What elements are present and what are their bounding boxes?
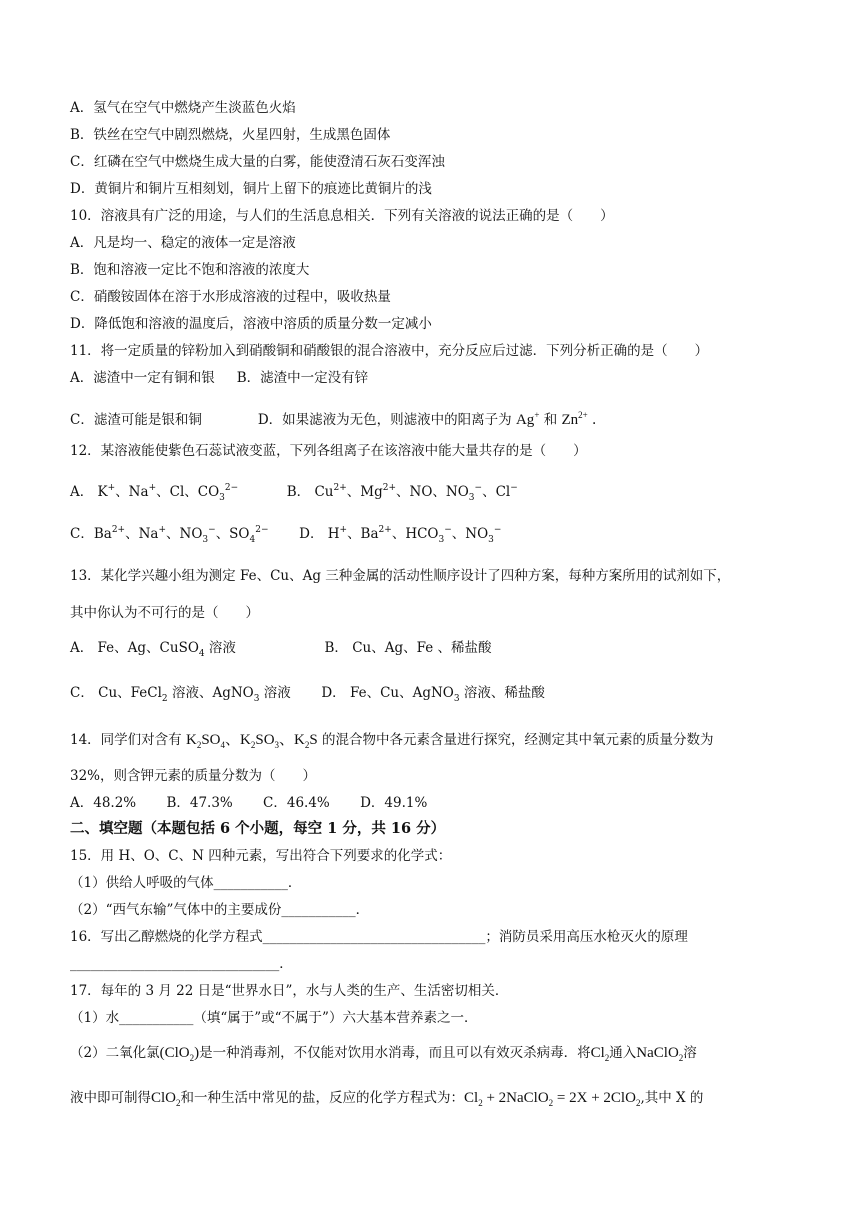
q9-option-b: B．铁丝在空气中剧烈燃烧，火星四射，生成黑色固体 [70,127,391,143]
q17-part-3-end: ,其中 X 的 [640,1090,704,1106]
q14-formula: $K_2SO_4$、$K_2SO_3$、$K_2S$ [185,732,318,750]
q10-option-b: B．饱和溶液一定比不饱和溶液的浓度大 [70,262,310,278]
q14-stem-pre: 14．同学们对含有 [70,732,182,748]
section-2-heading: 二、填空题（本题包括 6 个小题，每空 1 分，共 16 分） [70,820,446,837]
q12-stem: 12．某溶液能使紫色石蕊试液变蓝，下列各组离子在该溶液中能大量共存的是（ ） [70,443,587,459]
q11-option-d-zn: $Zn^{2+}$ [561,410,588,428]
q16-blank: _______________________________． [70,956,293,972]
q13-stem-1: 13．某化学兴趣小组为测定 Fe、Cu、Ag 三种金属的活动性顺序设计了四种方案，每种方案所用的试剂如下， [70,568,731,584]
q9-option-d: D．黄铜片和铜片互相刻划，铜片上留下的痕迹比黄铜片的浅 [70,181,432,197]
q14-stem-2: 32%，则含钾元素的质量分数为（ ） [70,768,317,784]
q10-option-d: D．降低饱和溶液的温度后，溶液中溶质的质量分数一定减小 [70,316,432,332]
q12-options-ab: A． K+、Na+、Cl、$CO_3^{2-}$ B． $Cu^{2+}$、$Mg^{2+}$、NO、$NO_3^-$、Cl− [70,483,518,503]
q14-option-c: C．46.4% [263,795,330,811]
q11-options-cd: C．滤渣可能是银和铜 D．如果滤液为无色，则滤液中的阳离子为 Ag+ 和 $Zn^{2+}$ . [70,410,597,428]
q17-part-3-pre: 液中即可制得 [70,1090,151,1106]
q15-stem: 15．用 H、O、C、N 四种元素，写出符合下列要求的化学式： [70,848,452,864]
q17-stem: 17．每年的 3 月 22 日是“世界水日”，水与人类的生产、生活密切相关． [70,983,509,999]
q13-stem-2: 其中你认为不可行的是（ ） [70,605,259,621]
q17-part-3-mid: 和一种生活中常见的盐，反应的化学方程式为： [180,1090,465,1106]
q11-stem: 11．将一定质量的锌粉加入到硝酸铜和硝酸银的混合溶液中，充分反应后过滤．下列分析正确的是（ ） [70,343,709,359]
q16-stem: 16．写出乙醇燃烧的化学方程式_________________________________；消防员采用高压水枪灭火的原理 [70,929,688,945]
q11-options-ab [70,368,368,388]
q11-option-b: B．滤渣中一定没有锌 [236,370,369,386]
q11-option-d-and: 和 [543,412,558,428]
q14-options [70,793,427,813]
q14-stem-1 [70,730,714,755]
q14-option-b: B．47.3% [166,795,233,811]
reaction-equation: $Cl_2$ + 2NaClO$_2$ = 2X + 2ClO$_2$ [464,1090,641,1108]
q14-option-d: D．49.1% [360,795,428,811]
q11-option-d-ag: Ag+ [515,410,540,428]
q10-option-a: A．凡是均一、稳定的液体一定是溶液 [70,235,296,251]
q10-option-c: C．硝酸铵固体在溶于水形成溶液的过程中，吸收热量 [70,289,391,305]
q12-options-cd: C．$Ba^{2+}$、Na+、$NO_3^-$、$SO_4^{2-}$ D． H+、$Ba^{2+}$、$HCO_3^-$、$NO_3^-$ [70,525,502,545]
q14-option-a: A．48.2% [70,795,137,811]
clo2-formula-2: ClO$_2$ [151,1090,181,1108]
q17-part-2-end: 溶 [683,1045,697,1061]
q11-option-a: A．滤渣中一定有铜和银 [70,370,215,386]
q11-option-c: C．滤渣可能是银和铜 [70,412,202,428]
clo2-formula: (ClO$_2$) [159,1045,200,1063]
q17-part-2-mid: 是一种消毒剂，不仅能对饮用水消毒，而且可以有效灭杀病毒．将 [199,1045,591,1061]
naclo2-formula: NaClO$_2$ [636,1045,684,1063]
q9-option-c: C．红磷在空气中燃烧生成大量的白雾，能使澄清石灰石变浑浊 [70,154,445,170]
cl2-formula: $Cl_2$ [590,1045,610,1063]
q17-part-3 [70,1088,703,1113]
q13-options-cd: C． Cu、FeCl$_2$ 溶液、AgNO$_3$ 溶液 D． Fe、Cu、AgNO$_3$ 溶液、稀盐酸 [70,685,545,704]
q17-part-2-mid2: 通入 [609,1045,637,1061]
q14-stem-post: 的混合物中各元素含量进行探究，经测定其中氧元素的质量分数为 [322,732,714,748]
q10-stem: 10．溶液具有广泛的用途，与人们的生活息息相关．下列有关溶液的说法正确的是（ ） [70,208,614,224]
q9-option-a: A．氢气在空气中燃烧产生淡蓝色火焰 [70,100,296,116]
q15-part-2: （2）“西气东输”气体中的主要成份___________． [70,902,370,918]
q17-part-2-pre: （2）二氧化氯 [70,1045,160,1061]
q11-option-d-text: D．如果滤液为无色，则滤液中的阳离子为 [257,412,512,428]
q17-part-1: （1）水___________（填“属于”或“不属于”）六大基本营养素之一． [70,1010,478,1026]
q17-part-2 [70,1043,697,1068]
q13-options-ab: A． Fe、Ag、CuSO$_4$ 溶液 B． Cu、Ag、Fe 、稀盐酸 [70,640,492,659]
q15-part-1: （1）供给人呼吸的气体___________． [70,875,302,891]
